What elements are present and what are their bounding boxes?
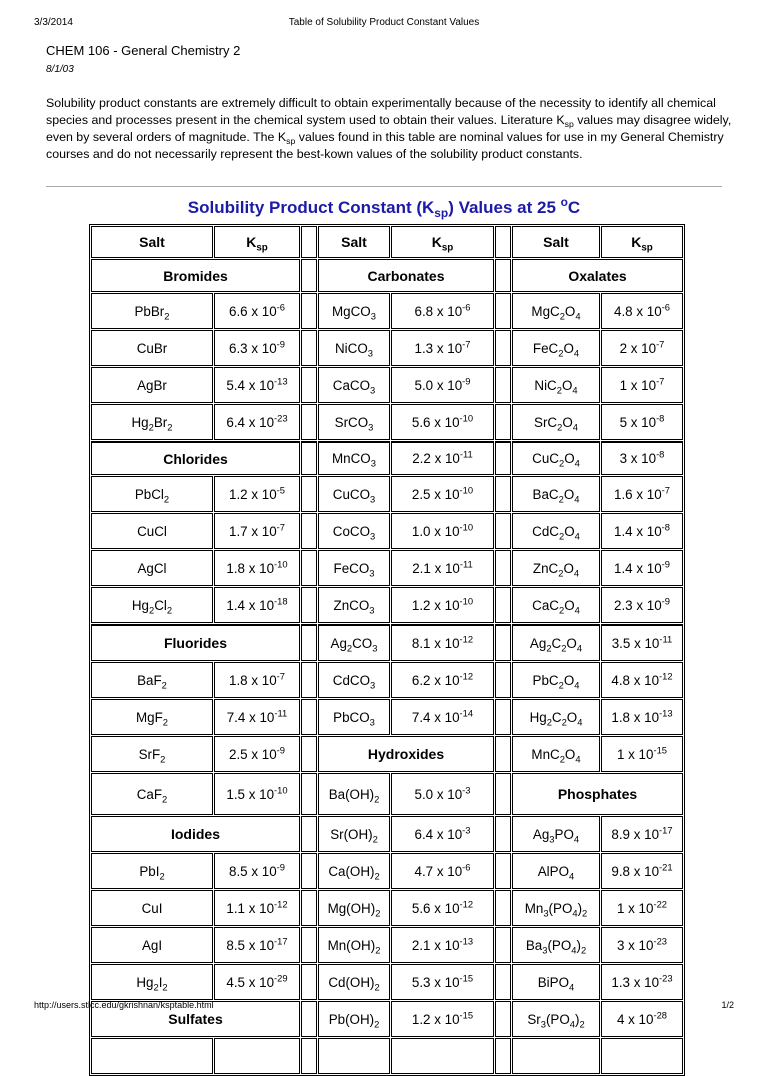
- salt-cell: AgCl: [91, 550, 213, 586]
- column-gap: [495, 890, 511, 926]
- salt-cell: CuBr: [91, 330, 213, 366]
- ksp-value-cell: 6.6 x $10^{-6}$: [214, 293, 300, 329]
- salt-cell: $Mn(OH)_2$: [318, 927, 390, 963]
- column-gap: [495, 816, 511, 852]
- salt-cell: BaF$_2$: [91, 662, 213, 698]
- salt-cell: CaCO$_3$: [318, 367, 390, 403]
- ksp-value-cell: 1.8 x $10^{-7}$: [214, 662, 300, 698]
- ksp-value-cell: 1.1 x $10^{-12}$: [214, 890, 300, 926]
- print-url: http://users.stlcc.edu/gkrishnan/ksptable.html: [34, 1000, 214, 1010]
- ksp-value-cell: 2.1 x $10^{-11}$: [391, 550, 494, 586]
- ksp-value-cell: 1.3 x $10^{-23}$: [601, 964, 683, 1000]
- ksp-value-cell: 5.6 x $10^{-10}$: [391, 404, 494, 440]
- column-gap: [301, 330, 317, 366]
- table-row: [91, 927, 683, 963]
- column-gap: [495, 699, 511, 735]
- table-title: Solubility Product Constant $(K_{sp})$ Values at 25 $^o$C: [187, 194, 581, 221]
- salt-cell: $Cd(OH)_2$: [318, 964, 390, 1000]
- salt-cell: PbI$_2$: [91, 853, 213, 889]
- table-row: [91, 476, 683, 512]
- column-gap: [301, 853, 317, 889]
- column-gap: [301, 293, 317, 329]
- column-gap: [495, 662, 511, 698]
- salt-cell: PbCO$_3$: [318, 699, 390, 735]
- column-gap: [495, 736, 511, 772]
- table-header-row: [91, 226, 683, 258]
- salt-cell: $CuC_2O_4$: [512, 441, 600, 475]
- ksp-value-cell: 8.5 x $10^{-17}$: [214, 927, 300, 963]
- ksp-value-cell: 5.4 x $10^{-13}$: [214, 367, 300, 403]
- group-heading: Phosphates: [512, 773, 683, 815]
- salt-cell: CaF$_2$: [91, 773, 213, 815]
- column-gap: [301, 662, 317, 698]
- salt-cell: $Sr(OH)_2$: [318, 816, 390, 852]
- ksp-value-cell: 2.5 x $10^{-9}$: [214, 736, 300, 772]
- ksp-value-cell: 1.2 x $10^{-5}$: [214, 476, 300, 512]
- column-gap: [301, 816, 317, 852]
- column-gap: [495, 927, 511, 963]
- ksp-value-cell: 6.4 x $10^{-3}$: [391, 816, 494, 852]
- column-header: Salt: [318, 226, 390, 258]
- table-row: [91, 964, 683, 1000]
- salt-cell: $SrC_2O_4$: [512, 404, 600, 440]
- salt-cell: SrCO$_3$: [318, 404, 390, 440]
- ksp-value-cell: 4 x $10^{-28}$: [601, 1001, 683, 1037]
- column-gap: [301, 513, 317, 549]
- group-heading: Sulfates: [91, 1001, 300, 1037]
- column-gap: [301, 699, 317, 735]
- salt-cell: $Ag_2CO_3$: [318, 624, 390, 661]
- column-gap: [301, 441, 317, 475]
- salt-cell: AlPO$_4$: [512, 853, 600, 889]
- ksp-value-cell: 1.0 x $10^{-10}$: [391, 513, 494, 549]
- table-row: [91, 550, 683, 586]
- group-heading: Iodides: [91, 816, 300, 852]
- course-title: CHEM 106 - General Chemistry 2: [46, 43, 241, 58]
- ksp-value-cell: 1 x $10^{-22}$: [601, 890, 683, 926]
- table-row: [91, 662, 683, 698]
- table-row: [91, 1038, 683, 1074]
- salt-cell: MgCO$_3$: [318, 293, 390, 329]
- column-gap: [495, 404, 511, 440]
- ksp-value-cell: [601, 1038, 683, 1074]
- ksp-value-cell: 3 x $10^{-23}$: [601, 927, 683, 963]
- salt-cell: $Hg_2C_2O_4$: [512, 699, 600, 735]
- ksp-value-cell: 7.4 x $10^{-11}$: [214, 699, 300, 735]
- column-gap: [301, 773, 317, 815]
- salt-cell: $Ba_3(PO_4)_2$: [512, 927, 600, 963]
- table-row: [91, 404, 683, 440]
- ksp-value-cell: 2.2 x $10^{-11}$: [391, 441, 494, 475]
- salt-cell: CuCO$_3$: [318, 476, 390, 512]
- ksp-value-cell: 4.8 x $10^{-12}$: [601, 662, 683, 698]
- salt-cell: PbCl$_2$: [91, 476, 213, 512]
- column-gap: [495, 1038, 511, 1074]
- column-gap: [301, 226, 317, 258]
- salt-cell: $Hg_2Br_2$: [91, 404, 213, 440]
- ksp-value-cell: 2.3 x $10^{-9}$: [601, 587, 683, 623]
- column-gap: [301, 1038, 317, 1074]
- print-page-title: Table of Solubility Product Constant Values: [288, 17, 480, 28]
- salt-cell: MnCO$_3$: [318, 441, 390, 475]
- ksp-value-cell: 1.6 x $10^{-7}$: [601, 476, 683, 512]
- salt-cell: AgBr: [91, 367, 213, 403]
- salt-cell: $Ag_3PO_4$: [512, 816, 600, 852]
- group-heading: Carbonates: [318, 259, 494, 292]
- salt-cell: BiPO$_4$: [512, 964, 600, 1000]
- column-gap: [301, 587, 317, 623]
- salt-cell: $NiC_2O_4$: [512, 367, 600, 403]
- table-row: [91, 699, 683, 735]
- table-row: [91, 853, 683, 889]
- column-gap: [301, 550, 317, 586]
- salt-cell: $FeC_2O_4$: [512, 330, 600, 366]
- salt-cell: $CdC_2O_4$: [512, 513, 600, 549]
- column-gap: [495, 293, 511, 329]
- ksp-value-cell: 8.1 x $10^{-12}$: [391, 624, 494, 661]
- table-row: [91, 624, 683, 661]
- ksp-value-cell: 5 x $10^{-8}$: [601, 404, 683, 440]
- ksp-value-cell: 2.1 x $10^{-13}$: [391, 927, 494, 963]
- ksp-value-cell: 1.5 x $10^{-10}$: [214, 773, 300, 815]
- salt-cell: SrF$_2$: [91, 736, 213, 772]
- print-date: 3/3/2014: [34, 17, 73, 28]
- ksp-value-cell: 1.4 x $10^{-9}$: [601, 550, 683, 586]
- salt-cell: $Ag_2C_2O_4$: [512, 624, 600, 661]
- ksp-value-cell: 1.4 x $10^{-18}$: [214, 587, 300, 623]
- ksp-value-cell: 6.2 x $10^{-12}$: [391, 662, 494, 698]
- salt-cell: $Hg_2I_2$: [91, 964, 213, 1000]
- salt-cell: $Ba(OH)_2$: [318, 773, 390, 815]
- horizontal-rule: [46, 186, 722, 187]
- salt-cell: $Sr_3(PO_4)_2$: [512, 1001, 600, 1037]
- salt-cell: CdCO$_3$: [318, 662, 390, 698]
- print-page-number: 1/2: [721, 1000, 734, 1010]
- column-gap: [495, 1001, 511, 1037]
- salt-cell: $CaC_2O_4$: [512, 587, 600, 623]
- ksp-value-cell: 1.7 x $10^{-7}$: [214, 513, 300, 549]
- column-gap: [301, 736, 317, 772]
- salt-cell: [91, 1038, 213, 1074]
- column-gap: [301, 404, 317, 440]
- table-row: [91, 441, 683, 475]
- salt-cell: [318, 1038, 390, 1074]
- ksp-value-cell: 4.7 x $10^{-6}$: [391, 853, 494, 889]
- group-heading: Oxalates: [512, 259, 683, 292]
- salt-cell: CuCl: [91, 513, 213, 549]
- salt-cell: $Ca(OH)_2$: [318, 853, 390, 889]
- ksp-value-cell: 2 x $10^{-7}$: [601, 330, 683, 366]
- table-row: [91, 259, 683, 292]
- table-row: [91, 890, 683, 926]
- group-heading: Chlorides: [91, 441, 300, 475]
- column-gap: [301, 927, 317, 963]
- column-header: Salt: [512, 226, 600, 258]
- ksp-value-cell: 6.8 x $10^{-6}$: [391, 293, 494, 329]
- ksp-value-cell: 8.5 x $10^{-9}$: [214, 853, 300, 889]
- column-gap: [495, 513, 511, 549]
- column-gap: [495, 330, 511, 366]
- document-date: 8/1/03: [46, 64, 74, 75]
- salt-cell: AgI: [91, 927, 213, 963]
- column-gap: [301, 259, 317, 292]
- ksp-value-cell: 1.2 x $10^{-15}$: [391, 1001, 494, 1037]
- column-gap: [495, 964, 511, 1000]
- ksp-value-cell: 4.8 x $10^{-6}$: [601, 293, 683, 329]
- column-gap: [301, 890, 317, 926]
- salt-cell: $MgC_2O_4$: [512, 293, 600, 329]
- ksp-value-cell: 1.8 x $10^{-10}$: [214, 550, 300, 586]
- table-row: [91, 293, 683, 329]
- ksp-value-cell: 1.8 x $10^{-13}$: [601, 699, 683, 735]
- ksp-value-cell: 5.0 x $10^{-9}$: [391, 367, 494, 403]
- table-row: [91, 736, 683, 772]
- group-heading: Fluorides: [91, 624, 300, 661]
- ksp-value-cell: 1 x $10^{-15}$: [601, 736, 683, 772]
- salt-cell: NiCO$_3$: [318, 330, 390, 366]
- ksp-value-cell: [214, 1038, 300, 1074]
- salt-cell: FeCO$_3$: [318, 550, 390, 586]
- column-gap: [495, 587, 511, 623]
- column-header: $K_{sp}$: [391, 226, 494, 258]
- column-gap: [301, 1001, 317, 1037]
- ksp-value-cell: 6.3 x $10^{-9}$: [214, 330, 300, 366]
- table-row: [91, 367, 683, 403]
- table-row: [91, 587, 683, 623]
- column-gap: [495, 853, 511, 889]
- ksp-value-cell: 1.3 x $10^{-7}$: [391, 330, 494, 366]
- group-heading: Bromides: [91, 259, 300, 292]
- salt-cell: CuI: [91, 890, 213, 926]
- ksp-value-cell: 9.8 x $10^{-21}$: [601, 853, 683, 889]
- ksp-value-cell: 2.5 x $10^{-10}$: [391, 476, 494, 512]
- ksp-value-cell: 5.0 x $10^{-3}$: [391, 773, 494, 815]
- ksp-value-cell: 4.5 x $10^{-29}$: [214, 964, 300, 1000]
- ksp-value-cell: 5.3 x $10^{-15}$: [391, 964, 494, 1000]
- ksp-value-cell: 1.4 x $10^{-8}$: [601, 513, 683, 549]
- ksp-value-cell: 3.5 x $10^{-11}$: [601, 624, 683, 661]
- ksp-value-cell: 3 x $10^{-8}$: [601, 441, 683, 475]
- salt-cell: $MnC_2O_4$: [512, 736, 600, 772]
- column-gap: [495, 624, 511, 661]
- column-gap: [495, 367, 511, 403]
- ksp-value-cell: 1 x $10^{-7}$: [601, 367, 683, 403]
- ksp-table: [89, 224, 685, 1076]
- table-row: [91, 330, 683, 366]
- intro-paragraph: Solubility product constants are extremely difficult to obtain experimentally because of the necessity to identify all chemical species and processes present in the chemical system used to obtain their values. Literature $K_{sp}$ values may disagree widely, even by several orders of magnitude. The $K_{sp}$ values found in this table are nominal values for use in my General Chemistry courses and do not necessarily represent the best-kown values of the solubility product constants.: [46, 96, 732, 161]
- column-gap: [495, 226, 511, 258]
- column-gap: [301, 964, 317, 1000]
- salt-cell: $Pb(OH)_2$: [318, 1001, 390, 1037]
- column-gap: [301, 476, 317, 512]
- column-gap: [495, 259, 511, 292]
- ksp-value-cell: 5.6 x $10^{-12}$: [391, 890, 494, 926]
- column-gap: [495, 773, 511, 815]
- ksp-value-cell: 1.2 x $10^{-10}$: [391, 587, 494, 623]
- ksp-value-cell: 8.9 x $10^{-17}$: [601, 816, 683, 852]
- column-gap: [495, 441, 511, 475]
- salt-cell: $ZnC_2O_4$: [512, 550, 600, 586]
- salt-cell: CoCO$_3$: [318, 513, 390, 549]
- column-header: $K_{sp}$: [214, 226, 300, 258]
- salt-cell: MgF$_2$: [91, 699, 213, 735]
- column-header: Salt: [91, 226, 213, 258]
- salt-cell: $BaC_2O_4$: [512, 476, 600, 512]
- salt-cell: $PbC_2O_4$: [512, 662, 600, 698]
- salt-cell: $Mn_3(PO_4)_2$: [512, 890, 600, 926]
- table-row: [91, 773, 683, 815]
- column-gap: [301, 624, 317, 661]
- salt-cell: PbBr$_2$: [91, 293, 213, 329]
- column-header: $K_{sp}$: [601, 226, 683, 258]
- ksp-value-cell: 6.4 x $10^{-23}$: [214, 404, 300, 440]
- table-row: [91, 816, 683, 852]
- salt-cell: [512, 1038, 600, 1074]
- table-row: [91, 513, 683, 549]
- column-gap: [301, 367, 317, 403]
- ksp-value-cell: 7.4 x $10^{-14}$: [391, 699, 494, 735]
- salt-cell: $Hg_2Cl_2$: [91, 587, 213, 623]
- salt-cell: ZnCO$_3$: [318, 587, 390, 623]
- column-gap: [495, 476, 511, 512]
- salt-cell: $Mg(OH)_2$: [318, 890, 390, 926]
- group-heading: Hydroxides: [318, 736, 494, 772]
- ksp-value-cell: [391, 1038, 494, 1074]
- column-gap: [495, 550, 511, 586]
